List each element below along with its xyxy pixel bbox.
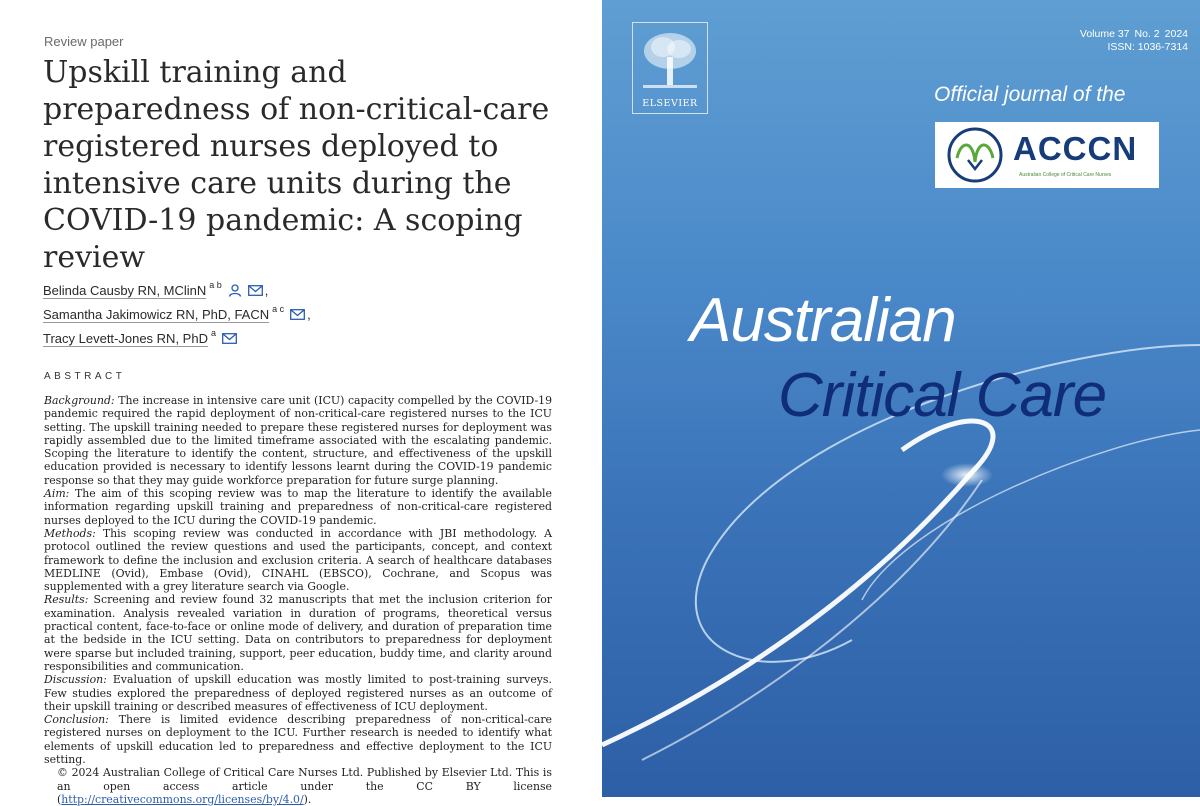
abstract-body	[44, 394, 552, 806]
author-name[interactable]: Belinda Causby RN, MClinN	[43, 282, 207, 298]
publisher-name: ELSEVIER	[642, 98, 698, 109]
issue-meta	[1075, 28, 1188, 54]
abstract-discussion: Discussion: Evaluation of upskill education was mostly limited to post-training surveys. Few studies explored the preparedness of deployed registered nurses as an outcome of their upskill training or described measures of effectiveness of ICU deployment.	[44, 673, 552, 713]
author-item	[43, 326, 311, 350]
abstract-methods: Methods: This scoping review was conducted in accordance with JBI methodology. A protocol outlined the review questions and used the participants, concept, and context framework to define the inclusion and exclusion criteria. A search of healthcare databases MEDLINE (Ovid), Embase (Ovid), CINAHL (EBSCO), Cochrane, and Scopus was supplemented with a grey literature search via Google.	[44, 526, 553, 594]
journal-title-line2: Critical Care	[778, 361, 1107, 430]
acccn-logo[interactable]	[935, 122, 1159, 188]
abstract-background: Background: The increase in intensive care unit (ICU) capacity compelled by the COVID-19 pandemic required the rapid deployment of non-critical-care registered nurses to the ICU setting. The upskill training needed to prepare these registered nurses for deployment was rapidly assembled due to the limited timeframe associated with the escalating pandemic. Scoping the literature to identify the content, structure, and effectiveness of the upskill education provided is necessary to identify lessons learnt during the COVID-19 pandemic response so that they may guide workforce preparation for future surge planning.	[44, 394, 553, 487]
acccn-full-name: Australian College of Critical Care Nurses	[1019, 172, 1112, 178]
official-journal-label: Official journal of the	[934, 83, 1126, 106]
issn: ISSN: 1036-7314	[1107, 41, 1188, 53]
journal-title-line1: Australian	[690, 286, 956, 355]
author-list	[43, 278, 311, 350]
copyright-notice: © 2024 Australian College of Critical Care Nurses Ltd. Published by Elsevier Ltd. This is an open access article under the CC BY license (http://creativecommons.org/licenses/by/4.0/).	[57, 766, 552, 806]
author-affiliation[interactable]: a b	[209, 280, 222, 290]
abstract-aim: Aim: The aim of this scoping review was to map the literature to identify the available information regarding upskill training and preparedness of non-critical-care registered nurses deployed to the ICU during the COVID-19 pandemic.	[44, 487, 552, 527]
author-name[interactable]: Tracy Levett-Jones RN, PhD	[43, 330, 208, 346]
article-type: Review paper	[44, 34, 124, 49]
journal-cover	[602, 0, 1200, 797]
abstract-results: Results: Screening and review found 32 manuscripts that met the inclusion criterion for examination. Analysis revealed variation in duration of programs, theoretical versus practical content, face-to-face or online mode of delivery, and duration of preparation time at the bedside in the ICU setting. Data on contributors to preparedness for deployment were sparse but included training, support, peer education, buddy time, and clarity around responsibilities and communication.	[44, 593, 552, 673]
abstract-heading: ABSTRACT	[44, 371, 126, 382]
author-affiliation[interactable]: a	[210, 328, 216, 338]
author-item: Samantha Jakimowicz RN, PhD, FACN $^{a c}$ ,	[43, 304, 311, 322]
author-name[interactable]: Samantha Jakimowicz RN, PhD, FACN	[43, 306, 270, 322]
issue-line: Volume 37 No. 2 2024	[1079, 28, 1188, 40]
email-icon[interactable]	[222, 333, 237, 344]
article-title: Upskill training and preparedness of non-critical-care registered nurses deployed to intensive care units during the COVID-19 pandemic: A scoping review	[43, 55, 550, 275]
author-item: Belinda Causby RN, MClinN $^{a b}$ ,	[43, 280, 269, 298]
email-icon[interactable]	[290, 309, 305, 320]
author-affiliation[interactable]: a c	[272, 304, 285, 314]
license-link[interactable]: http://creativecommons.org/licenses/by/4.0/	[61, 792, 304, 806]
abstract-conclusion: Conclusion: There is limited evidence describing preparedness of non-critical-care registered nurses on deployment to the ICU. Further research is needed to identify what elements of upskill education led to preparedness and effective deployment to the ICU setting.	[44, 713, 552, 767]
acccn-wordmark: ACCCN	[1013, 130, 1138, 167]
email-icon[interactable]	[248, 285, 263, 296]
acccn-emblem-icon	[935, 122, 1015, 188]
publisher-logo[interactable]	[632, 22, 708, 114]
person-icon[interactable]	[228, 284, 242, 297]
elsevier-tree-icon	[633, 23, 707, 93]
